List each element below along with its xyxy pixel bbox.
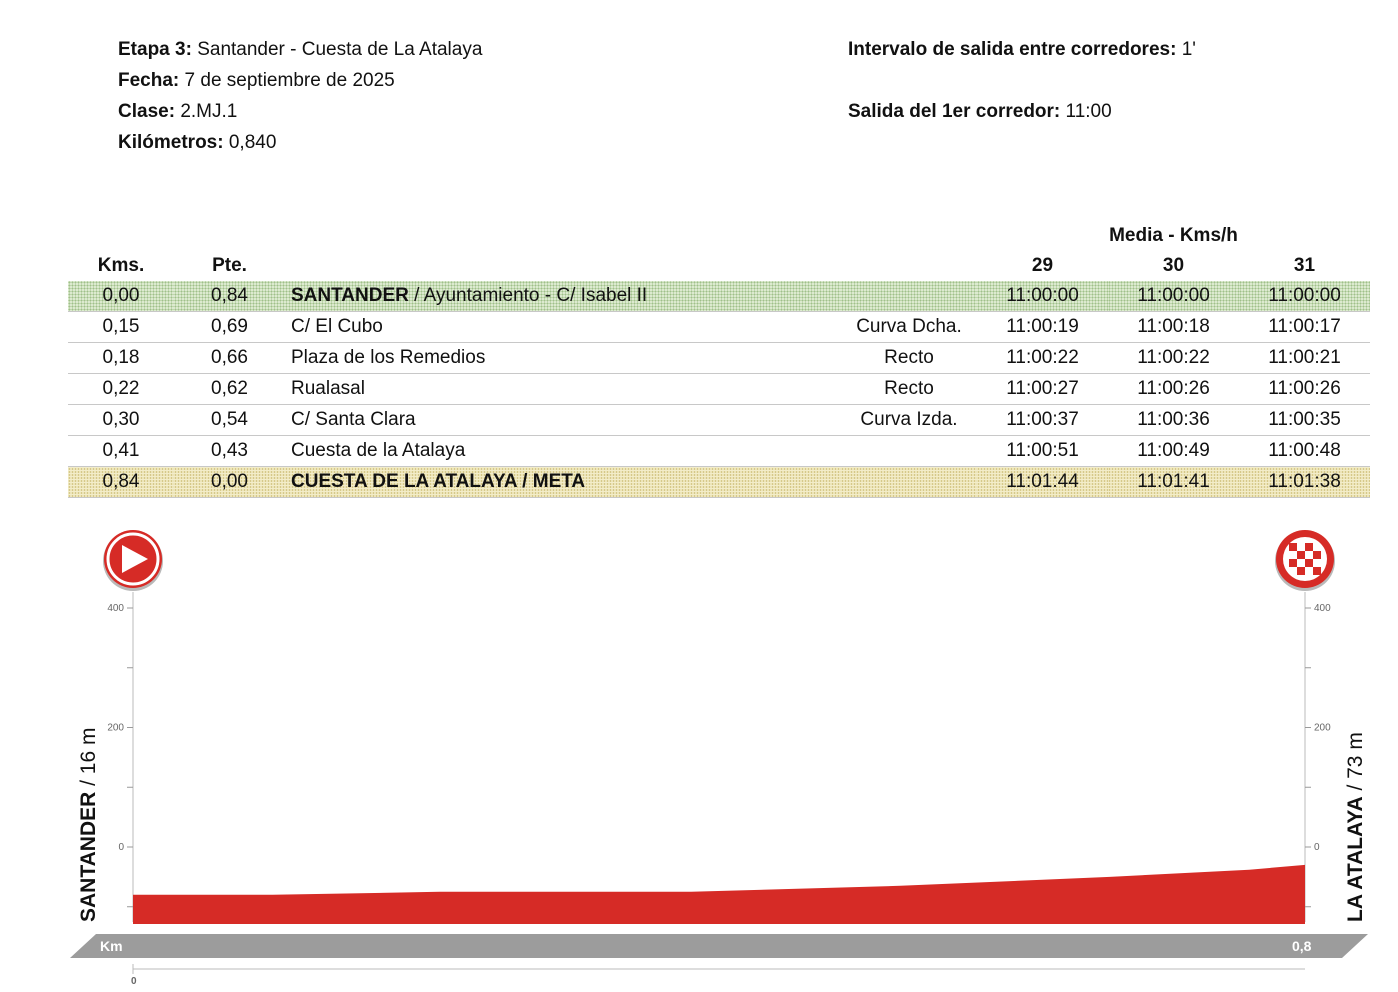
col-speed-30: 30 bbox=[1162, 255, 1185, 276]
cell-time-29: 11:00:51 bbox=[977, 436, 1108, 467]
km-axis-label: Km bbox=[100, 938, 123, 954]
cell-pte: 0,62 bbox=[174, 374, 285, 405]
cell-time-29: 11:00:27 bbox=[977, 374, 1108, 405]
place-bold: SANTANDER bbox=[291, 285, 409, 306]
cell-pte: 0,00 bbox=[174, 467, 285, 498]
cell-direction: Curva Izda. bbox=[841, 405, 977, 436]
cell-time-29: 11:00:19 bbox=[977, 312, 1108, 343]
cell-pte: 0,84 bbox=[174, 281, 285, 312]
column-header-row bbox=[68, 251, 1370, 281]
cell-kms: 0,22 bbox=[68, 374, 174, 405]
place-text: Rualasal bbox=[291, 378, 365, 399]
km-line: Kilómetros: 0,840 bbox=[118, 132, 277, 153]
end-elev: / 73 m bbox=[1344, 732, 1367, 797]
cell-place bbox=[285, 405, 841, 436]
table-row bbox=[68, 405, 1370, 436]
cell-kms: 0,84 bbox=[68, 467, 174, 498]
cell-time-30: 11:01:41 bbox=[1108, 467, 1239, 498]
cell-kms: 0,41 bbox=[68, 436, 174, 467]
cell-place bbox=[285, 467, 841, 498]
cell-time-29: 11:00:37 bbox=[977, 405, 1108, 436]
play-start-icon bbox=[103, 530, 163, 591]
cell-direction: Recto bbox=[841, 343, 977, 374]
cell-kms: 0,15 bbox=[68, 312, 174, 343]
cell-time-29: 11:01:44 bbox=[977, 467, 1108, 498]
cell-time-31: 11:00:48 bbox=[1239, 436, 1370, 467]
cell-kms: 0,18 bbox=[68, 343, 174, 374]
table-row bbox=[68, 343, 1370, 374]
table-row bbox=[68, 436, 1370, 467]
cell-kms: 0,00 bbox=[68, 281, 174, 312]
timetable bbox=[68, 221, 1370, 498]
salida-line: Salida del 1er corredor: 11:00 bbox=[848, 101, 1112, 122]
y-tick-label-right: 400 bbox=[1314, 603, 1331, 614]
etapa-line: Etapa 3: Santander - Cuesta de La Atalaya bbox=[118, 39, 483, 60]
col-pte: Pte. bbox=[212, 255, 247, 276]
intervalo-line: Intervalo de salida entre corredores: 1' bbox=[848, 39, 1196, 60]
cell-place bbox=[285, 343, 841, 374]
table-row bbox=[68, 281, 1370, 312]
cell-time-30: 11:00:49 bbox=[1108, 436, 1239, 467]
cell-time-31: 11:00:21 bbox=[1239, 343, 1370, 374]
km-axis-bar bbox=[70, 934, 1368, 958]
col-kms: Kms. bbox=[97, 255, 145, 276]
table-row bbox=[68, 467, 1370, 498]
col-speed-31: 31 bbox=[1293, 255, 1316, 276]
place-bold: CUESTA DE LA ATALAYA / META bbox=[291, 471, 586, 492]
cell-time-31: 11:00:00 bbox=[1239, 281, 1370, 312]
elevation-profile bbox=[0, 520, 1398, 992]
stage-info bbox=[118, 34, 482, 158]
start-location-label bbox=[77, 728, 100, 922]
start-elev: / 16 m bbox=[77, 727, 100, 792]
cell-time-30: 11:00:22 bbox=[1108, 343, 1239, 374]
cell-time-30: 11:00:00 bbox=[1108, 281, 1239, 312]
profile-area bbox=[133, 865, 1305, 924]
cell-direction: Curva Dcha. bbox=[841, 312, 977, 343]
end-location-label bbox=[1344, 732, 1367, 922]
start-info bbox=[848, 34, 1196, 127]
y-tick-label-right: 200 bbox=[1314, 722, 1331, 734]
cell-pte: 0,54 bbox=[174, 405, 285, 436]
y-tick-label-right: 0 bbox=[1314, 842, 1320, 853]
cell-pte: 0,69 bbox=[174, 312, 285, 343]
km-end-label: 0,8 bbox=[1292, 938, 1312, 954]
media-header: Media - Kms/h bbox=[1109, 225, 1238, 246]
place-text: C/ El Cubo bbox=[291, 316, 383, 337]
cell-kms: 0,30 bbox=[68, 405, 174, 436]
cell-time-31: 11:01:38 bbox=[1239, 467, 1370, 498]
cell-place bbox=[285, 436, 841, 467]
place-text: / Ayuntamiento - C/ Isabel II bbox=[408, 285, 648, 306]
y-tick-label-left: 400 bbox=[107, 603, 124, 614]
cell-pte: 0,43 bbox=[174, 436, 285, 467]
cell-time-30: 11:00:26 bbox=[1108, 374, 1239, 405]
cell-place bbox=[285, 312, 841, 343]
cell-pte: 0,66 bbox=[174, 343, 285, 374]
checkered-flag-icon bbox=[1275, 530, 1335, 591]
place-text: C/ Santa Clara bbox=[291, 409, 416, 430]
media-header-row bbox=[68, 221, 1370, 251]
cell-time-31: 11:00:17 bbox=[1239, 312, 1370, 343]
clase-line: Clase: 2.MJ.1 bbox=[118, 101, 238, 122]
table-row bbox=[68, 374, 1370, 405]
cell-time-31: 11:00:26 bbox=[1239, 374, 1370, 405]
cell-place bbox=[285, 374, 841, 405]
start-name: SANTANDER bbox=[77, 791, 100, 922]
cell-time-31: 11:00:35 bbox=[1239, 405, 1370, 436]
cell-time-30: 11:00:18 bbox=[1108, 312, 1239, 343]
end-name: LA ATALAYA bbox=[1344, 796, 1367, 922]
y-tick-label-left: 0 bbox=[118, 842, 124, 853]
place-text: Plaza de los Remedios bbox=[291, 347, 486, 368]
col-speed-29: 29 bbox=[1031, 255, 1054, 276]
cell-time-29: 11:00:22 bbox=[977, 343, 1108, 374]
cell-place bbox=[285, 281, 841, 312]
cell-time-29: 11:00:00 bbox=[977, 281, 1108, 312]
km-start-tick: 0 bbox=[131, 976, 137, 987]
place-text: Cuesta de la Atalaya bbox=[291, 440, 466, 461]
cell-time-30: 11:00:36 bbox=[1108, 405, 1239, 436]
y-tick-label-left: 200 bbox=[107, 722, 124, 734]
cell-direction: Recto bbox=[841, 374, 977, 405]
cell-direction bbox=[841, 436, 977, 467]
cell-direction bbox=[841, 281, 977, 312]
table-row bbox=[68, 312, 1370, 343]
fecha-line: Fecha: 7 de septiembre de 2025 bbox=[118, 70, 395, 91]
cell-direction bbox=[841, 467, 977, 498]
